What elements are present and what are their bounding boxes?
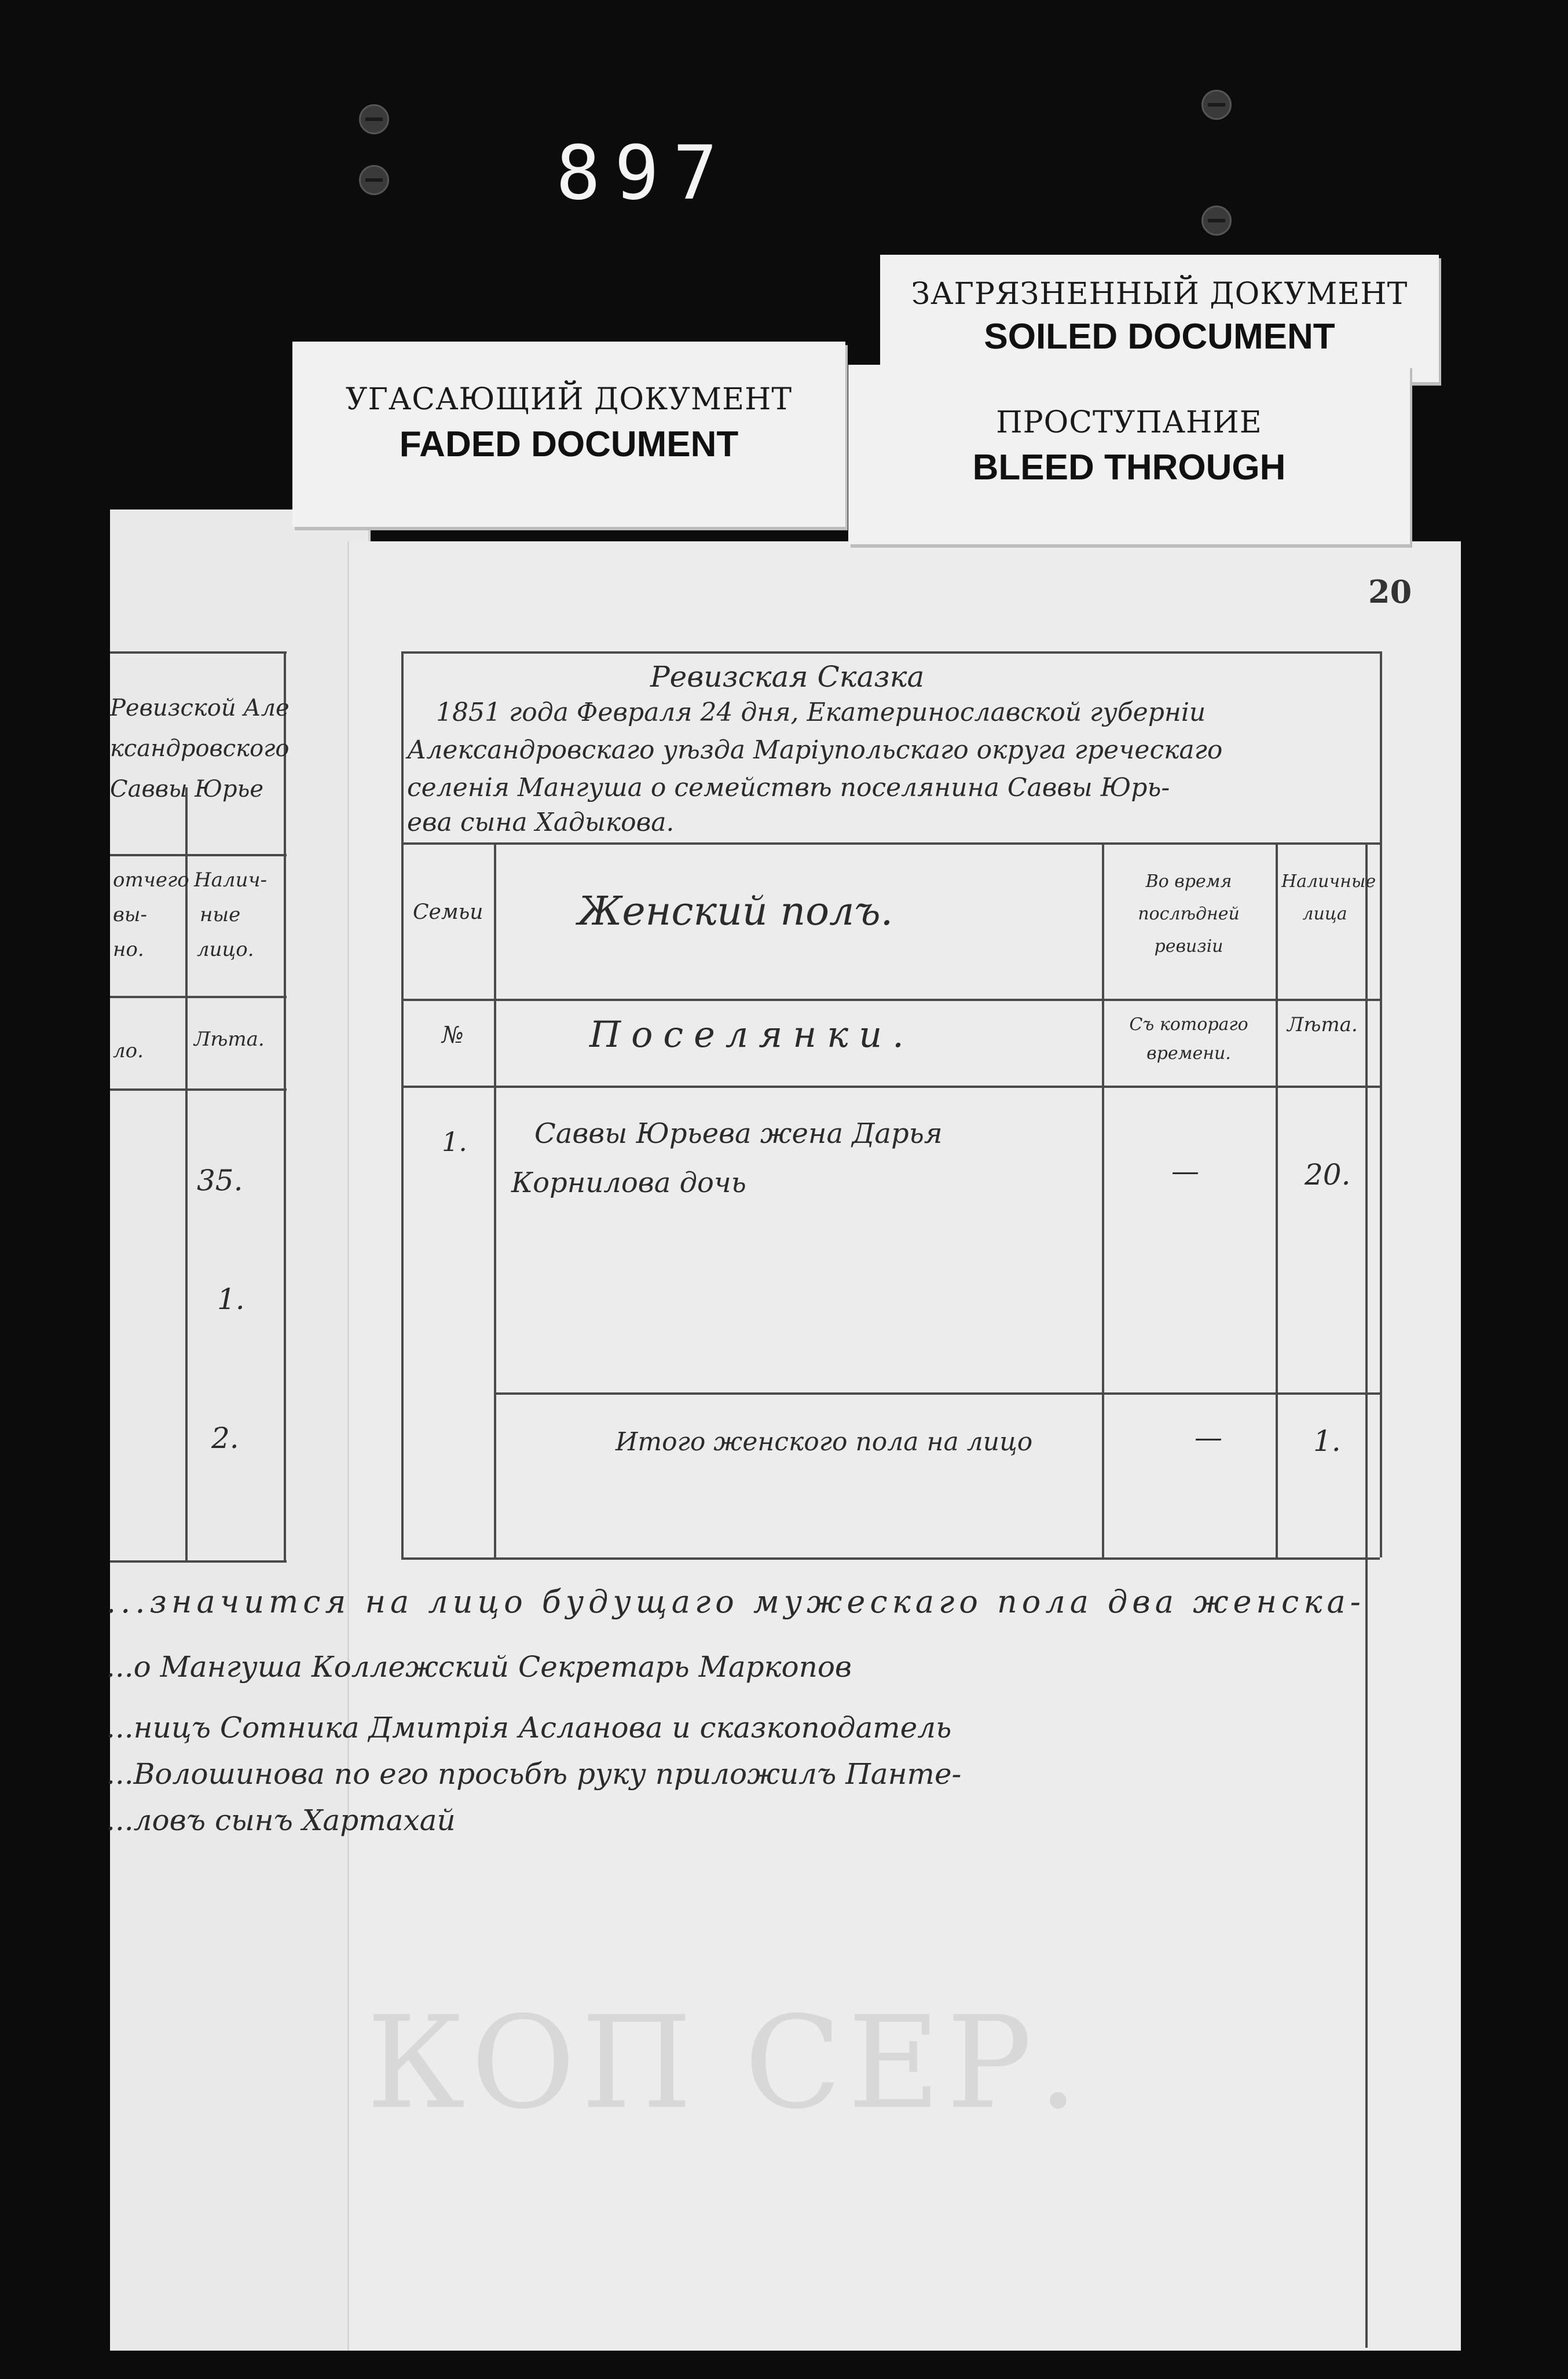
header-line: селенія Мангуша о семействѣ поселянина Саввы Юрь-: [407, 773, 1170, 802]
paper-watermark: КОП СЕР.: [367, 1989, 1085, 2137]
left-sub-head: ло.: [113, 1039, 144, 1062]
bleed-label-en: BLEED THROUGH: [972, 448, 1286, 487]
screw-icon: [1201, 90, 1232, 120]
col-header-since: Во время послѣдней ревизіи: [1138, 871, 1240, 956]
footer-line: ...значится на лицо будущаго мужескаго пола два женска-: [106, 1583, 1365, 1620]
entry-age: 20.: [1305, 1158, 1351, 1192]
left-col-head: лицо.: [197, 938, 254, 961]
total-since: —: [1195, 1421, 1222, 1454]
left-header-line: Саввы Юрье: [110, 776, 264, 802]
header-line: Александровскаго уѣзда Маріупольскаго округа греческаго: [407, 735, 1223, 765]
left-page: [110, 509, 371, 2351]
left-col-head: отчего: [113, 868, 189, 892]
left-header-line: ксандровского: [110, 735, 290, 762]
col-header-gender: Женский полъ.: [578, 889, 893, 934]
left-col-head: вы-: [113, 903, 147, 926]
entry-text: Саввы Юрьева жена Дарья: [534, 1117, 943, 1150]
footer-line: ...ловъ сынъ Хартахай: [106, 1804, 456, 1837]
footer-line: ...ницъ Сотника Дмитрія Асланова и сказкоподатель: [106, 1711, 952, 1744]
left-col-head: Налич-: [194, 868, 268, 892]
total-label: Итого женского пола на лицо: [616, 1427, 1033, 1457]
bleed-label-ru: ПРОСТУПАНИЕ: [996, 405, 1262, 440]
left-header-line: Ревизской Але: [110, 695, 290, 721]
row-number-label: №: [442, 1022, 464, 1049]
soiled-label-ru: ЗАГРЯЗНЕННЫЙ ДОКУМЕНТ: [911, 277, 1408, 311]
left-value: 1.: [217, 1282, 245, 1316]
left-value: 35.: [197, 1164, 243, 1197]
document-title: Ревизская Сказка: [650, 660, 925, 694]
col-header-present: Наличные лица: [1281, 871, 1376, 924]
entry-text: Корнилова дочь: [511, 1167, 746, 1199]
category-label: Поселянки.: [589, 1013, 914, 1055]
left-col-head: ные: [200, 903, 241, 926]
header-line: ева сына Хадыкова.: [407, 808, 675, 837]
faded-label-en: FADED DOCUMENT: [399, 424, 739, 464]
bleed-through-card: [848, 365, 1410, 544]
col-header-families: Семьи: [413, 900, 483, 924]
screw-icon: [359, 104, 389, 134]
faded-document-card: [292, 342, 845, 527]
age-label: Лѣта.: [1287, 1013, 1358, 1036]
soiled-document-card: [880, 255, 1439, 382]
header-line: 1851 года Февраля 24 дня, Екатеринославской губерніи: [436, 698, 1206, 727]
footer-line: ...о Мангуша Коллежский Секретарь Маркопов: [106, 1650, 852, 1684]
faded-label-ru: УГАСАЮЩИЙ ДОКУМЕНТ: [345, 382, 793, 417]
left-col-head: но.: [113, 938, 144, 961]
total-value: 1.: [1313, 1424, 1341, 1458]
screw-icon: [1201, 206, 1232, 236]
frame-number: 897: [556, 130, 732, 217]
page-number: 20: [1368, 573, 1412, 610]
since-label: Съ котораго времени.: [1129, 1014, 1248, 1064]
entry-number: 1.: [442, 1126, 467, 1157]
left-value: 2.: [211, 1421, 239, 1455]
soiled-label-en: SOILED DOCUMENT: [984, 317, 1335, 357]
footer-line: ...Волошинова по его просьбѣ руку приложилъ Панте-: [106, 1757, 962, 1791]
left-sub-head: Лѣта.: [194, 1028, 265, 1051]
entry-since: —: [1171, 1155, 1199, 1187]
screw-icon: [359, 165, 389, 195]
